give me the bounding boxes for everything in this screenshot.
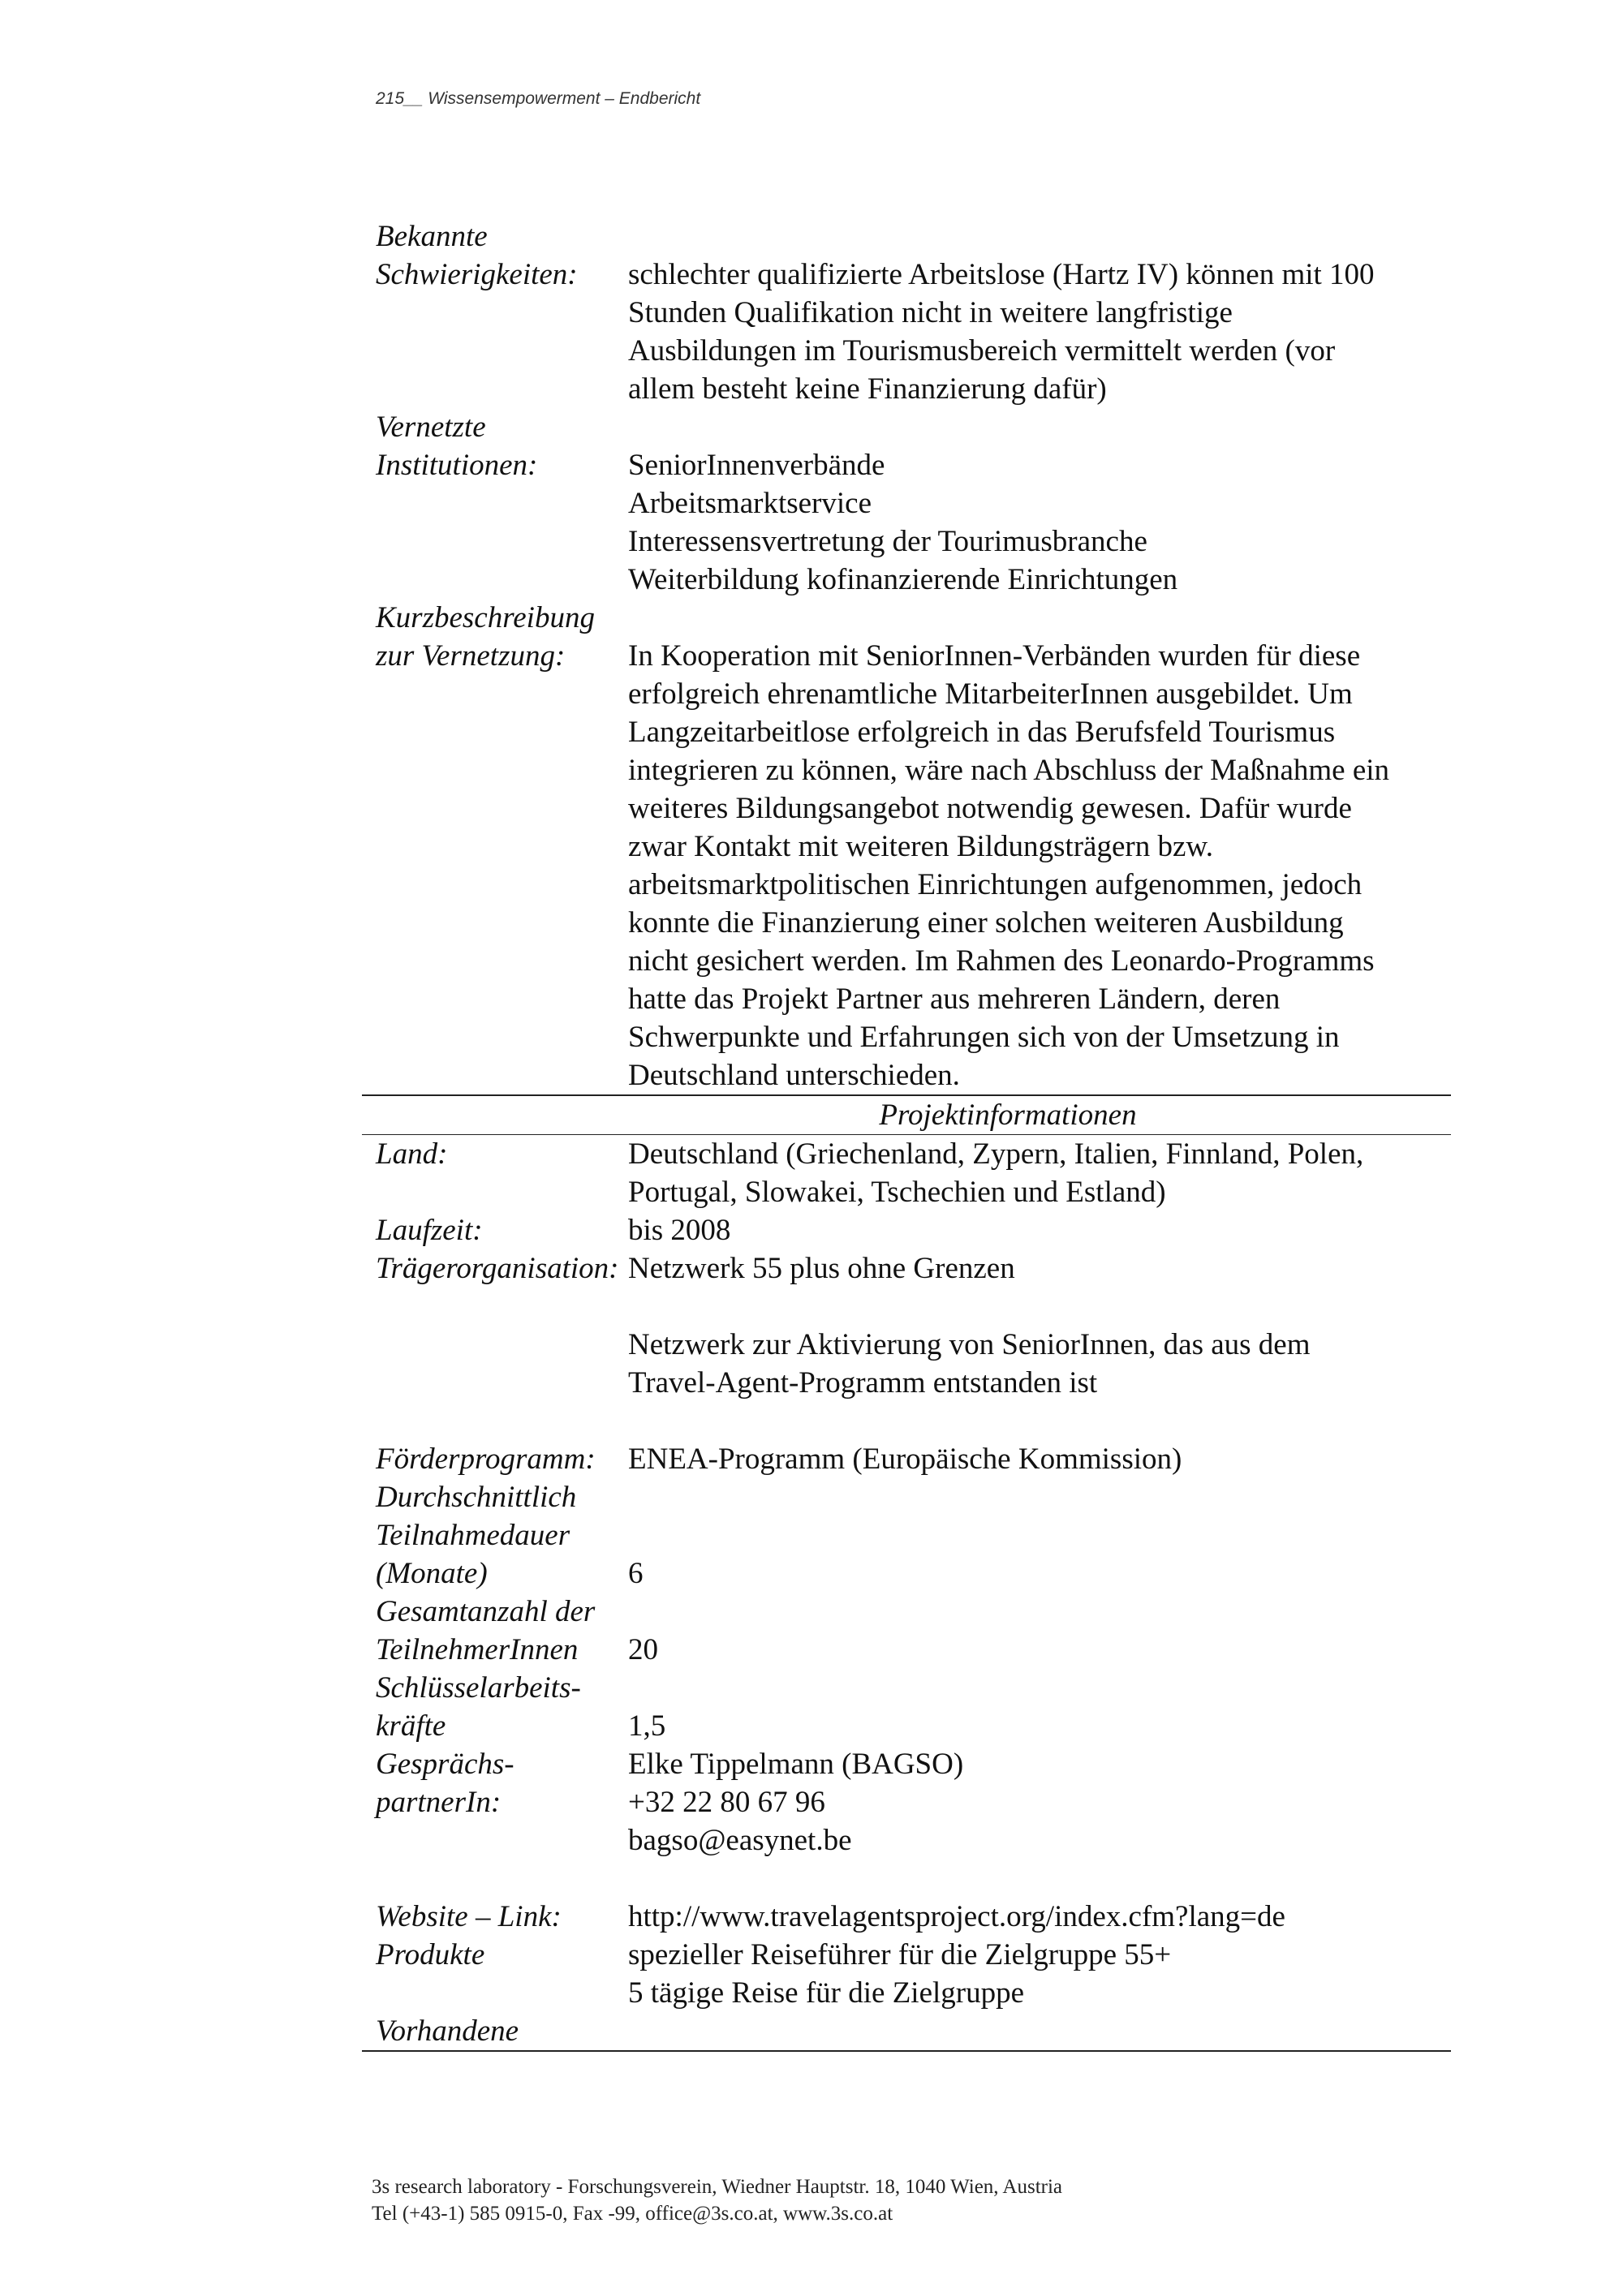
website-link[interactable]: http://www.travelagentsproject.org/index.cfm?lang=de bbox=[628, 1900, 1285, 1933]
field-label: Land: bbox=[376, 1137, 448, 1171]
field-traegerorganisation bbox=[362, 1249, 1451, 1288]
field-label: Schlüsselarbeits- kräfte bbox=[376, 1671, 581, 1743]
field-label: Website – Link: bbox=[376, 1900, 562, 1933]
spacer bbox=[362, 1402, 1451, 1440]
footer-address: 3s research laboratory - Forschungsverein, Wiedner Hauptstr. 18, 1040 Wien, Austria bbox=[372, 2176, 1063, 2198]
field-label: Laufzeit: bbox=[376, 1214, 483, 1247]
field-value: 1,5 bbox=[628, 1709, 666, 1743]
field-label: Förderprogramm: bbox=[376, 1443, 596, 1476]
field-gesamtanzahl bbox=[362, 1593, 1451, 1669]
field-laufzeit bbox=[362, 1211, 1451, 1249]
field-institutionen bbox=[362, 408, 1451, 599]
spacer bbox=[362, 1288, 1451, 1326]
field-value: 6 bbox=[628, 1557, 644, 1590]
field-value: Elke Tippelmann (BAGSO) +32 22 80 67 96 bagso@easynet.be bbox=[628, 1748, 964, 1857]
field-value: spezieller Reiseführer für die Zielgruppe 55+ 5 tägige Reise für die Zielgruppe bbox=[628, 1938, 1172, 2010]
field-website bbox=[362, 1898, 1451, 1936]
section-title: Projektinformationen bbox=[362, 1096, 1451, 1135]
info-table bbox=[362, 217, 1451, 2052]
field-schwierigkeiten bbox=[362, 217, 1451, 408]
field-label: Durchschnittlich Teilnahmedauer (Monate) bbox=[376, 1481, 577, 1590]
field-kurzbeschreibung bbox=[362, 599, 1451, 1094]
field-value: Netzwerk zur Aktivierung von SeniorInnen, das aus dem Travel-Agent-Programm entstanden ist bbox=[628, 1328, 1311, 1400]
field-value: Deutschland (Griechenland, Zypern, Italien, Finnland, Polen, Portugal, Slowakei, Tschechien und Estland) bbox=[628, 1137, 1364, 1209]
field-label: Gesamtanzahl der TeilnehmerInnen bbox=[376, 1595, 596, 1666]
field-gespraechspartner bbox=[362, 1745, 1451, 1860]
field-value: 20 bbox=[628, 1633, 658, 1666]
field-traeger-note bbox=[362, 1326, 1451, 1402]
running-header: 215__ Wissensempowerment – Endbericht bbox=[376, 89, 701, 108]
field-schluesselarbeitskraefte bbox=[362, 1669, 1451, 1745]
field-label: Vernetzte Institutionen: bbox=[376, 411, 538, 482]
field-value: SeniorInnenverbände Arbeitsmarktservice Interessensvertretung der Tourimusbranche Weiterbildung kofinanzierende Einrichtungen bbox=[628, 449, 1178, 596]
field-land bbox=[362, 1135, 1451, 1211]
spacer bbox=[362, 1860, 1451, 1898]
field-label: Produkte Vorhandene bbox=[376, 1938, 519, 2048]
field-value: ENEA-Programm (Europäische Kommission) bbox=[628, 1443, 1182, 1476]
field-value: In Kooperation mit SeniorInnen-Verbänden wurden für diese erfolgreich ehrenamtliche MitarbeiterInnen ausgebildet. Um Langzeitarbeitlose erfolgreich in das Berufsfeld Tourismus integrieren zu können, wäre nach Abschluss der Maßnahme ein weiteres Bildungsangebot notwendig gewesen. Dafür wurde zwar Kontakt mit weiteren Bildungsträgern bzw. arbeitsmarktpolitischen Einrichtungen aufgenommen, jedoch konnte die Finanzierung einer solchen weiteren Ausbildung nicht gesichert werden. Im Rahmen des Leonardo-Programms hatte das Projekt Partner aus mehreren Ländern, deren Schwerpunkte und Erfahrungen sich von der Umsetzung in Deutschland unterschieden. bbox=[628, 639, 1390, 1092]
field-label: Kurzbeschreibung zur Vernetzung: bbox=[376, 601, 595, 673]
footer bbox=[372, 2173, 1062, 2227]
footer-contact: Tel (+43-1) 585 0915-0, Fax -99, office@3s.co.at, www.3s.co.at bbox=[372, 2203, 893, 2225]
field-label-empty bbox=[362, 1326, 628, 1402]
field-teilnahmedauer bbox=[362, 1478, 1451, 1593]
field-foerderprogramm bbox=[362, 1440, 1451, 1478]
field-value: schlechter qualifizierte Arbeitslose (Hartz IV) können mit 100 Stunden Qualifikation nicht in weitere langfristige Ausbildungen im Tourismusbereich vermittelt werden (vor allem besteht keine Finanzierung dafür) bbox=[628, 258, 1375, 406]
field-produkte bbox=[362, 1936, 1451, 2050]
field-value: bis 2008 bbox=[628, 1214, 731, 1247]
field-label: Gesprächs- partnerIn: bbox=[376, 1748, 514, 1819]
bottom-rule bbox=[362, 2050, 1451, 2052]
field-label: Trägerorganisation: bbox=[376, 1252, 619, 1285]
field-value: Netzwerk 55 plus ohne Grenzen bbox=[628, 1252, 1015, 1285]
field-label: Bekannte Schwierigkeiten: bbox=[376, 220, 578, 291]
